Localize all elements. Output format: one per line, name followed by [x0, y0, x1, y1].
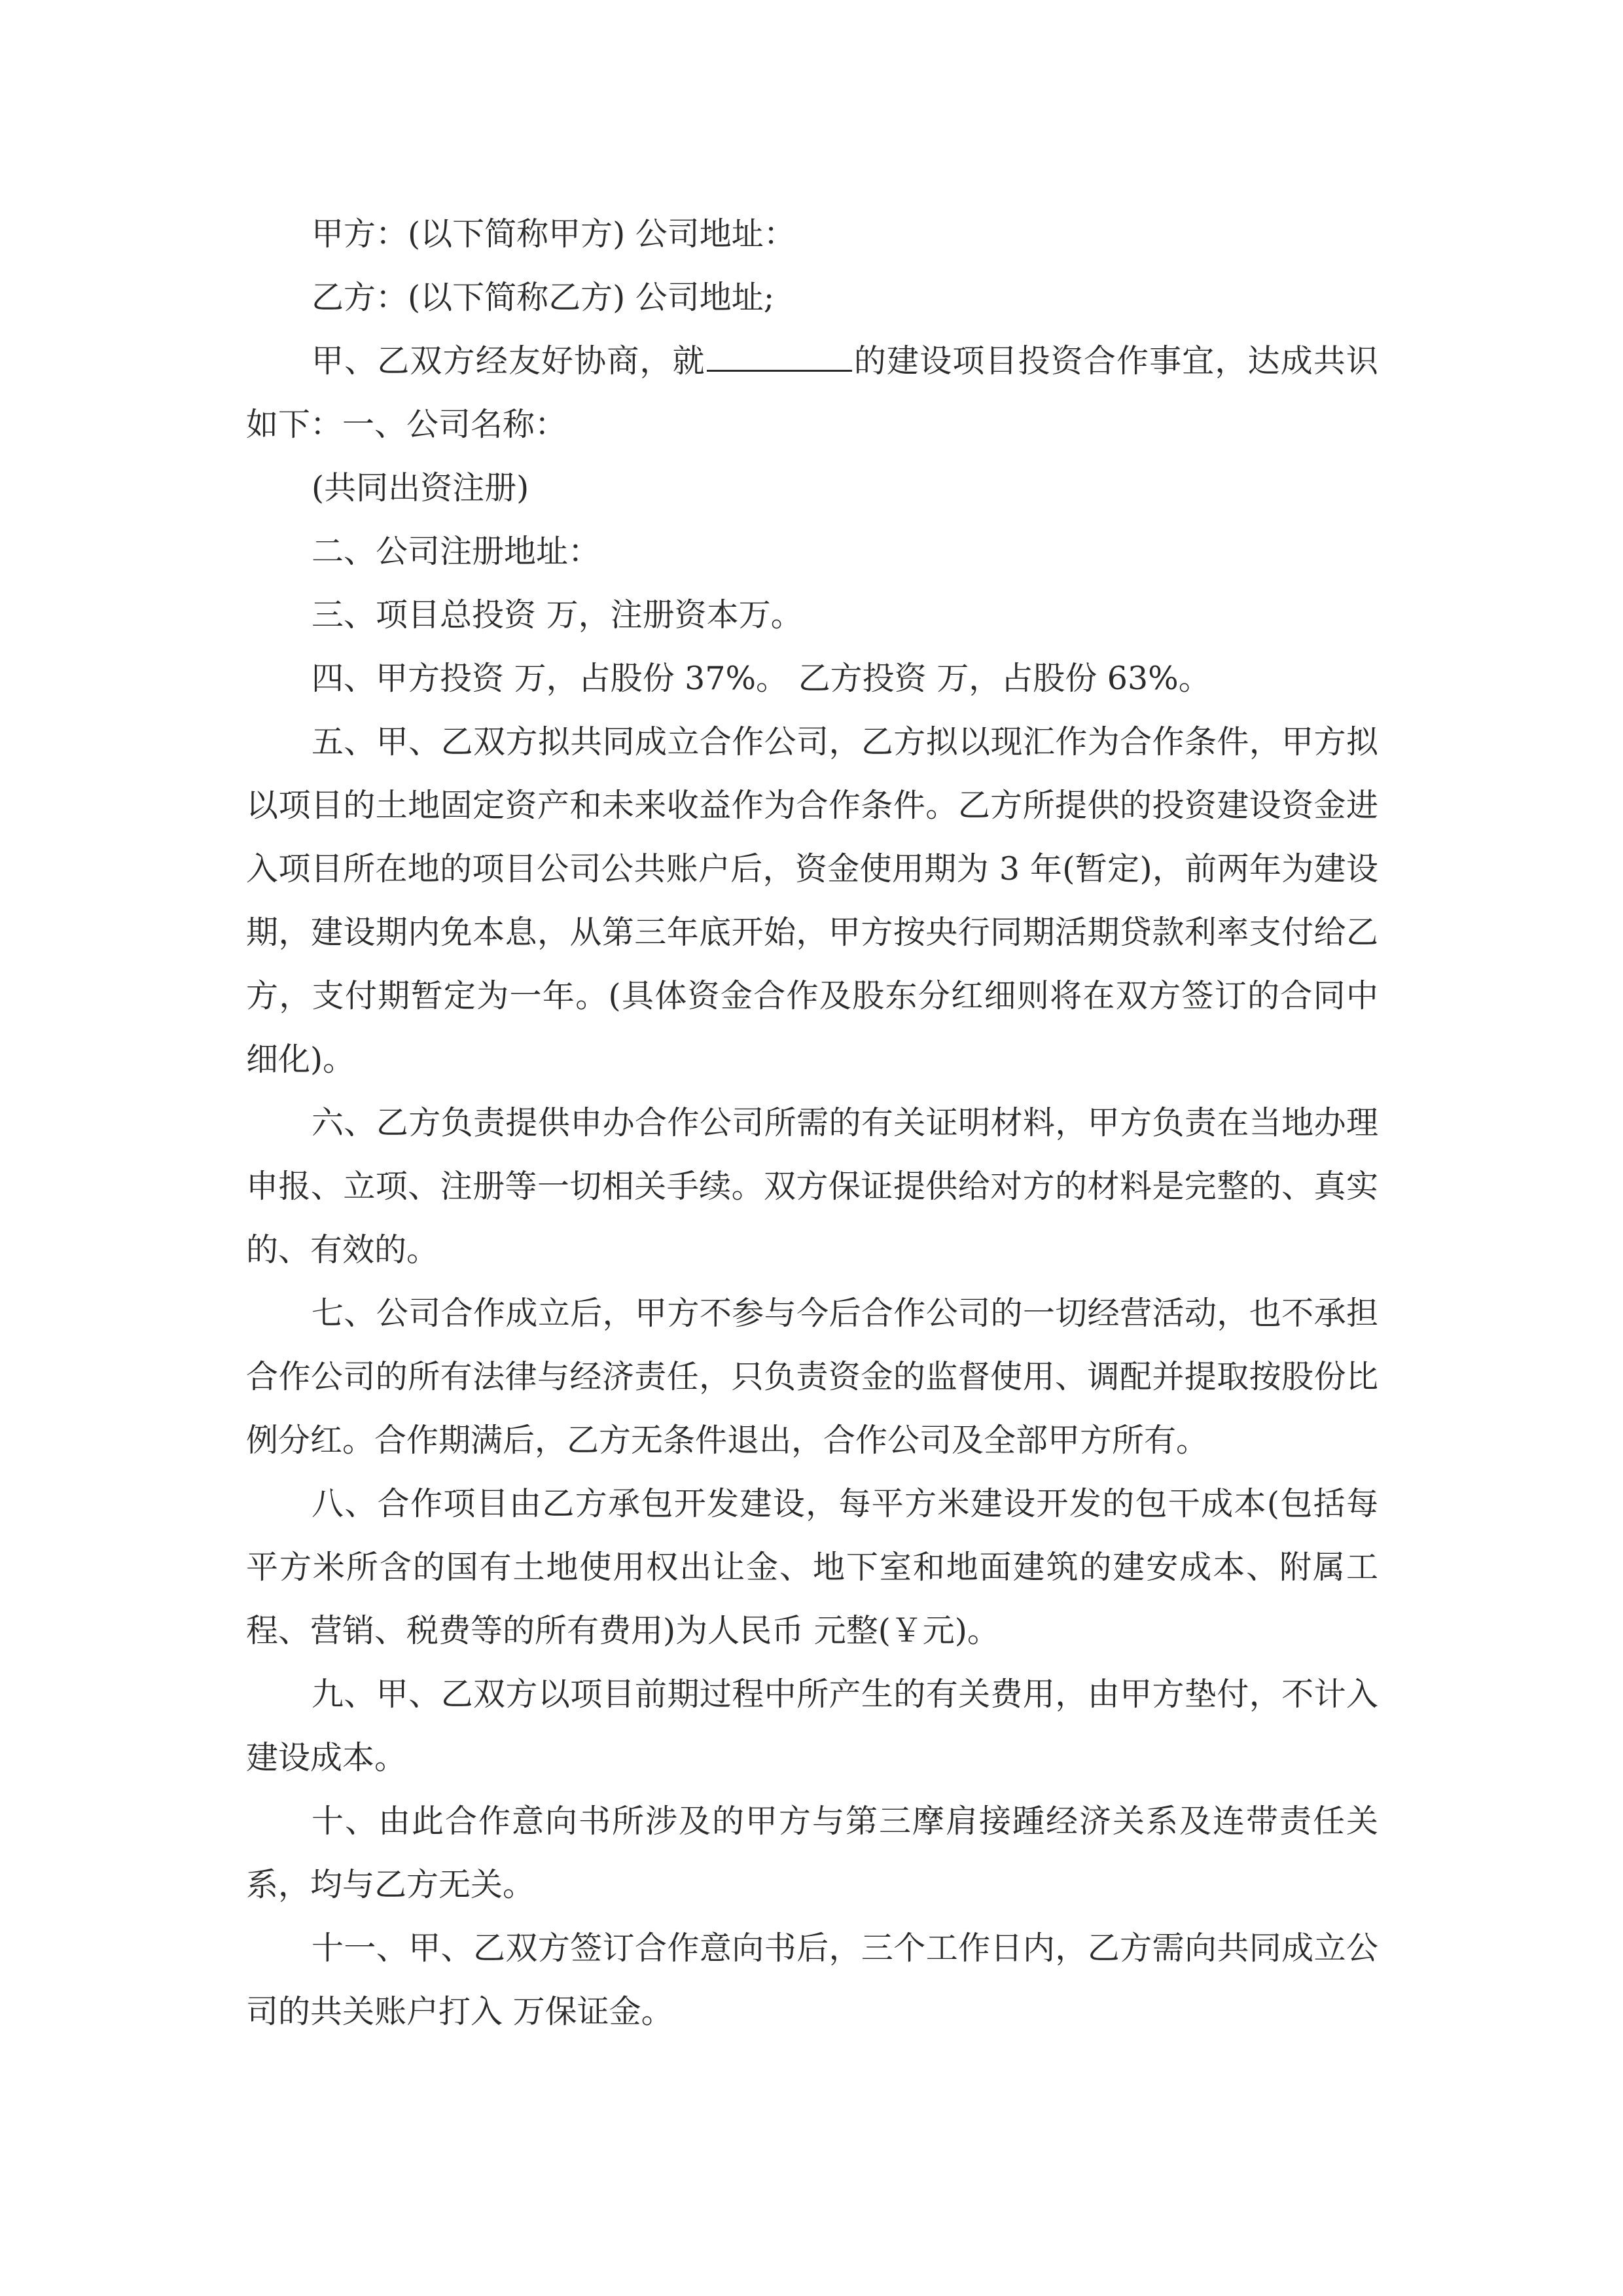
intro-text-after-blank: 的建设项目投资合作事宜，达成共识如下：一、公司名称： — [246, 342, 1378, 443]
intro-text-before-blank: 甲、乙双方经友好协商，就 — [312, 342, 705, 380]
clause-3: 三、项目总投资 万，注册资本万。 — [312, 596, 803, 634]
party-b-line: 乙方：(以下简称乙方) 公司地址; — [312, 279, 775, 316]
clause-2: 二、公司注册地址： — [312, 533, 601, 570]
clause-10: 十、由此合作意向书所涉及的甲方与第三摩肩接踵经济关系及连带责任关系，均与乙方无关。 — [246, 1803, 1378, 1903]
clause-5: 五、甲、乙双方拟共同成立合作公司，乙方拟以现汇作为合作条件，甲方拟以项目的土地固定资产和未来收益作为合作条件。乙方所提供的投资建设资金进入项目所在地的项目公司公共账户后，资金使用期为 3 年(暂定)，前两年为建设期，建设期内免本息，从第三年底开始，甲方按央行同期活期贷款利率支付给乙方，支付期暂定为一年。(具体资金合作及股东分红细则将在双方签订的合同中细化)。 — [246, 723, 1378, 1078]
clause-9: 九、甲、乙双方以项目前期过程中所产生的有关费用，由甲方垫付，不计入建设成本。 — [246, 1676, 1378, 1776]
clause-6: 六、乙方负责提供申办合作公司所需的有关证明材料，甲方负责在当地办理申报、立项、注册等一切相关手续。双方保证提供给对方的材料是完整的、真实的、有效的。 — [246, 1104, 1378, 1268]
clause-11: 十一、甲、乙双方签订合作意向书后，三个工作日内，乙方需向共同成立公司的共关账户打入 万保证金。 — [246, 1929, 1378, 2030]
clause-7: 七、公司合作成立后，甲方不参与今后合作公司的一切经营活动，也不承担合作公司的所有法律与经济责任，只负责资金的监督使用、调配并提取按股份比例分红。合作期满后，乙方无条件退出，合作公司及全部甲方所有。 — [246, 1295, 1378, 1459]
intro-paragraph — [246, 329, 1378, 456]
joint-registration-note: (共同出资注册) — [312, 469, 529, 507]
clause-8: 八、合作项目由乙方承包开发建设，每平方米建设开发的包干成本(包括每平方米所含的国有土地使用权出让金、地下室和地面建筑的建安成本、附属工程、营销、税费等的所有费用)为人民币 元整(￥元)。 — [246, 1485, 1378, 1649]
document-body — [246, 202, 1378, 2043]
party-a-line: 甲方：(以下简称甲方) 公司地址： — [312, 215, 796, 253]
clause-4: 四、甲方投资 万，占股份 37%。 乙方投资 万，占股份 63%。 — [312, 660, 1211, 697]
project-name-blank — [707, 344, 852, 372]
